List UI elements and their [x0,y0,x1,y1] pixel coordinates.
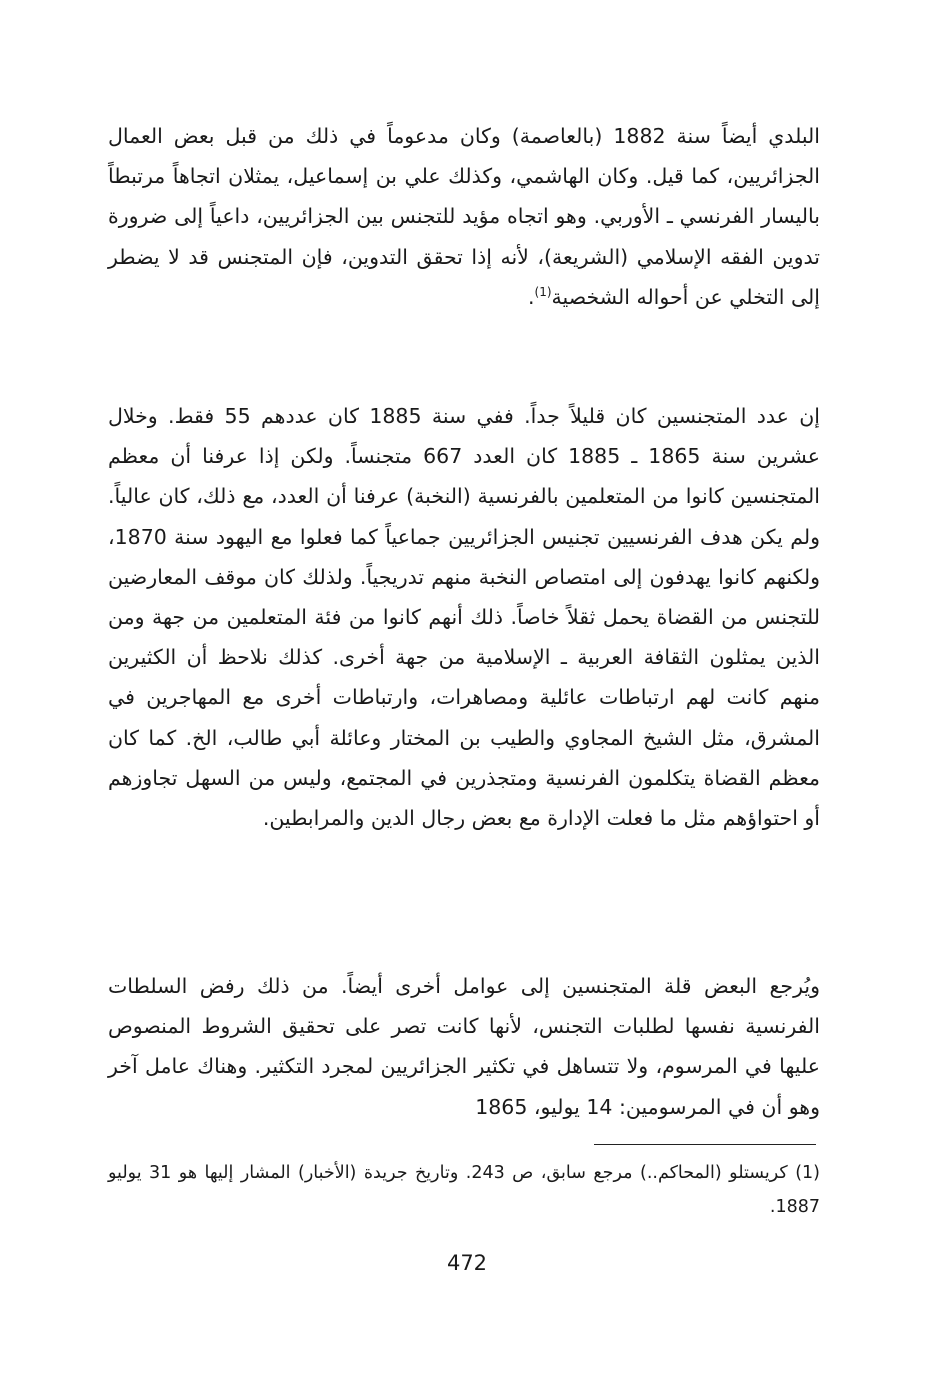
paragraph-3: ويُرجع البعض قلة المتجنسين إلى عوامل أخرى أيضاً. من ذلك رفض السلطات الفرنسية نفسها لطلبات التجنس، لأنها كانت تصر على تحقيق الشروط المنصوص عليها في المرسوم، ولا تتساهل في تكثير الجزائريين لمجرد التكثير. وهناك عامل آخر وهو أن في المرسومين: 14 يوليو، 1865 [108,974,820,1119]
page-number: 472 [446,1251,488,1275]
paragraph-1-end: . [527,284,535,309]
footnote-reference: (1) [534,284,552,299]
paragraph-1 [108,116,820,317]
footnote: (1) كريستلو (المحاكم..) مرجع سابق، ص 243. وتاريخ جريدة (الأخبار) المشار إليها هو 31 يوليو 1887. [108,1163,820,1217]
paragraph-1-text: البلدي أيضاً سنة 1882 (بالعاصمة) وكان مدعوماً في ذلك من قبل بعض العمال الجزائريين، كما قيل. وكان الهاشمي، وكذلك علي بن إسماعيل، يمثلان اتجاهاً مرتبطاً باليسار الفرنسي ـ الأوربي. وهو اتجاه مؤيد للتجنس بين الجزائريين، داعياً إلى ضرورة تدوين الفقه الإسلامي (الشريعة)، لأنه إذا تحقق التدوين، فإن المتجنس قد لا يضطر إلى التخلي عن أحواله الشخصية [108,124,820,309]
footnote-divider [594,1144,816,1145]
paragraph-2: إن عدد المتجنسين كان قليلاً جداً. ففي سنة 1885 كان عددهم 55 فقط. وخلال عشرين سنة 1865 ـ 1885 كان العدد 667 متجنساً. ولكن إذا عرفنا أن معظم المتجنسين كانوا من المتعلمين بالفرنسية (النخبة) عرفنا أن العدد، مع ذلك، كان عالياً. ولم يكن هدف الفرنسيين تجنيس الجزائريين جماعياً كما فعلوا مع اليهود سنة 1870، ولكنهم كانوا يهدفون إلى امتصاص النخبة منهم تدريجياً. ولذلك كان موقف المعارضين للتجنس من القضاة يحمل ثقلاً خاصاً. ذلك أنهم كانوا من فئة المتعلمين من جهة ومن الذين يمثلون الثقافة العربية ـ الإسلامية من جهة أخرى. كذلك نلاحظ أن الكثيرين منهم كانت لهم ارتباطات عائلية ومصاهرات، وارتباطات أخرى مع المهاجرين في المشرق، مثل الشيخ المجاوي والطيب بن المختار وعائلة أبي طالب، الخ. كما كان معظم القضاة يتكلمون الفرنسية ومتجذرين في المجتمع، وليس من السهل تجاوزهم أو احتواؤهم مثل ما فعلت الإدارة مع بعض رجال الدين والمرابطين. [108,404,820,831]
